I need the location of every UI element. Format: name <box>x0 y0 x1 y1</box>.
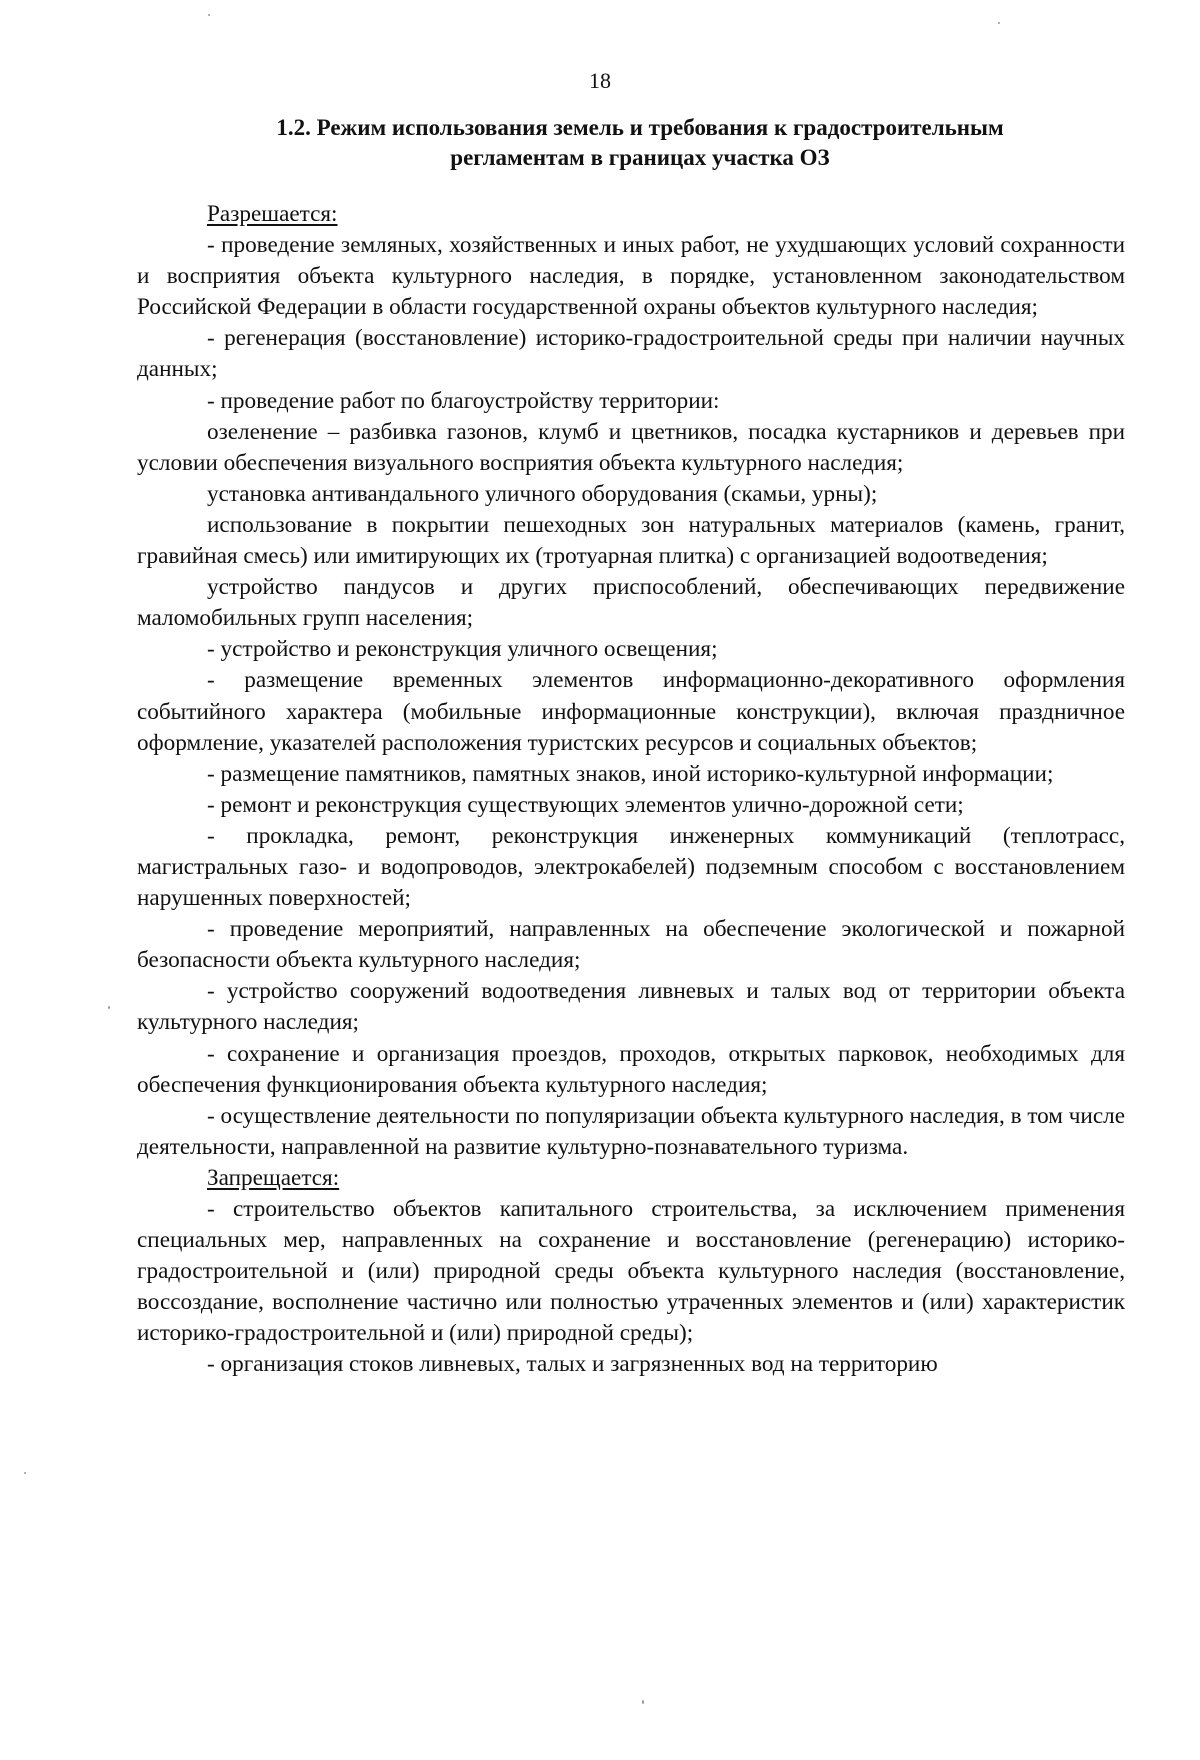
scan-speck <box>208 14 210 16</box>
section-heading-line-1: 1.2. Режим использования земель и требования к градостроительным <box>276 115 1004 140</box>
allowed-item: - проведение мероприятий, направленных на обеспечение экологической и пожарной безопасности объекта культурного наследия; <box>137 916 1125 974</box>
prohibited-item: - организация стоков ливневых, талых и загрязненных вод на территорию <box>207 1351 938 1378</box>
allowed-item: - проведение работ по благоустройству территории: <box>207 387 720 414</box>
scan-speck <box>24 1472 26 1474</box>
allowed-item: - размещение памятников, памятных знаков, иной историко-культурной информации; <box>207 760 1054 787</box>
allowed-label: Разрешается: <box>207 201 338 227</box>
scan-speck <box>642 1700 644 1704</box>
scan-speck <box>998 22 1000 24</box>
allowed-item: использование в покрытии пешеходных зон натуральных материалов (камень, гранит, гравийная смесь) или имитирующих их (тротуарная плитка) с организацией водоотведения; <box>137 511 1125 570</box>
page-number: 18 <box>589 68 611 93</box>
allowed-item: - регенерация (восстановление) историко-градостроительной среды при наличии научных данных; <box>137 325 1125 383</box>
section-heading-line-2: регламентам в границах участка ОЗ <box>450 145 830 170</box>
allowed-item: - размещение временных элементов информационно-декоративного оформления событийного характера (мобильные информационные конструкции), включая праздничное оформление, указателей расположения туристских ресурсов и социальных объектов; <box>137 667 1125 756</box>
prohibited-item: - строительство объектов капитального строительства, за исключением применения специальных мер, направленных на сохранение и восстановление (регенерацию) историко-градостроительной и (или) природной среды объекта культурного наследия (восстановление, воссоздание, восполнение частично или полностью утраченных элементов и (или) характеристик историко-градостроительной и (или) природной среды); <box>137 1196 1125 1347</box>
allowed-item: - ремонт и реконструкция существующих элементов улично-дорожной сети; <box>207 791 964 818</box>
allowed-item: установка антивандального уличного оборудования (скамьи, урны); <box>207 480 878 507</box>
allowed-item: - сохранение и организация проездов, проходов, открытых парковок, необходимых для обеспечения функционирования объекта культурного наследия; <box>137 1040 1125 1098</box>
allowed-item: озеленение – разбивка газонов, клумб и цветников, посадка кустарников и деревьев при условии обеспечения визуального восприятия объекта культурного наследия; <box>137 418 1125 476</box>
allowed-item: - проведение земляных, хозяйственных и иных работ, не ухудшающих условий сохранности и восприятия объекта культурного наследия, в порядке, установленном законодательством Российской Федерации в области государственной охраны объектов культурного наследия; <box>137 232 1125 321</box>
document-body <box>137 199 1125 1381</box>
allowed-item: - устройство сооружений водоотведения ливневых и талых вод от территории объекта культурного наследия; <box>137 978 1125 1036</box>
prohibited-label: Запрещается: <box>207 1164 340 1191</box>
scan-speck <box>108 1006 110 1009</box>
allowed-item: устройство пандусов и других приспособлений, обеспечивающих передвижение маломобильных групп населения; <box>137 574 1125 632</box>
allowed-item: - осуществление деятельности по популяризации объекта культурного наследия, в том числе деятельности, направленной на развитие культурно-познавательного туризма. <box>137 1102 1125 1160</box>
section-heading <box>200 113 1080 173</box>
allowed-item: - прокладка, ремонт, реконструкция инженерных коммуникаций (теплотрасс, магистральных газо- и водопроводов, электрокабелей) подземным способом с восстановлением нарушенных поверхностей; <box>137 822 1125 912</box>
allowed-item: - устройство и реконструкция уличного освещения; <box>207 636 718 663</box>
